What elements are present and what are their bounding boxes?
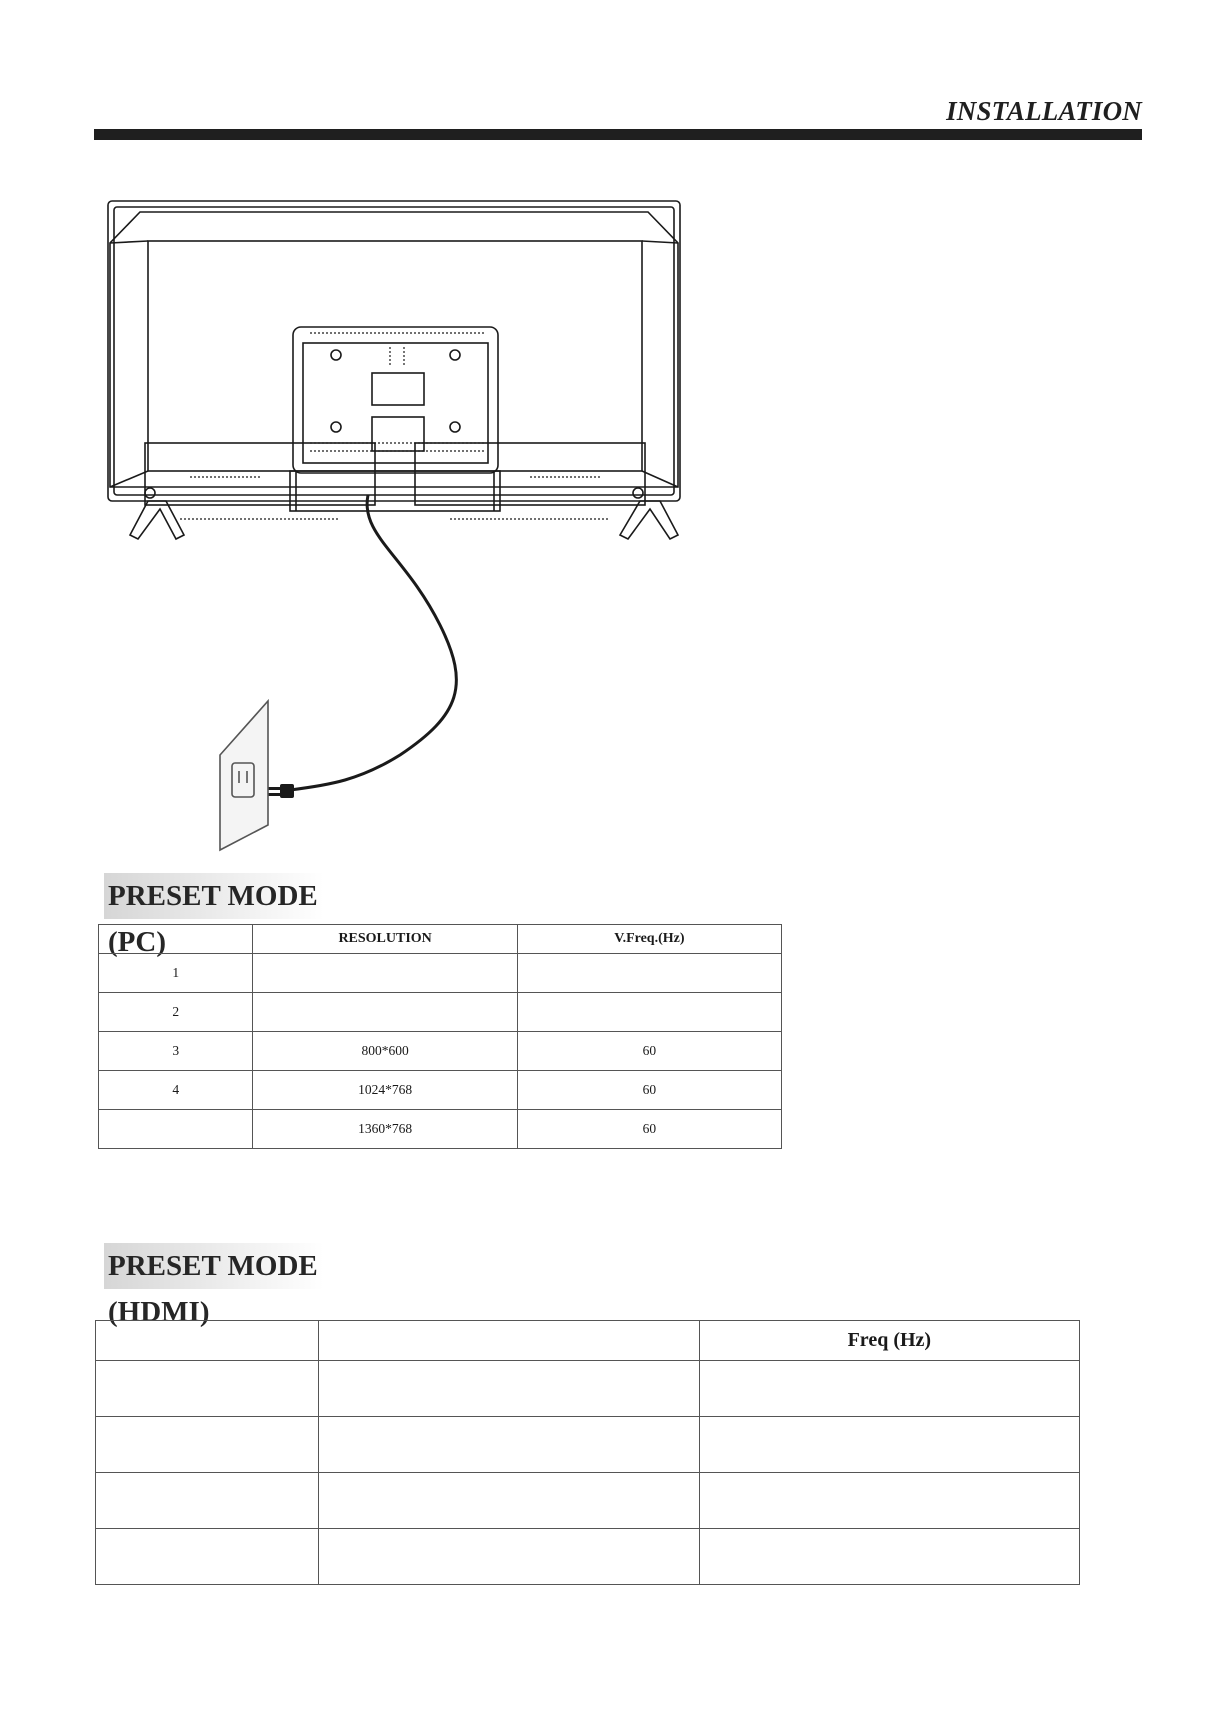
pc-resolution-cell: 1360*768: [253, 1110, 517, 1149]
hdmi-cell: [699, 1473, 1079, 1529]
table-row: [99, 954, 782, 993]
pc-col-index-header: [99, 925, 253, 954]
table-row: [96, 1361, 1080, 1417]
pc-index-cell: 2: [99, 993, 253, 1032]
hdmi-cell: [318, 1529, 699, 1585]
hdmi-cell: [318, 1361, 699, 1417]
header-rule: [94, 129, 1142, 140]
pc-section-title: PRESET MODE (PC): [104, 873, 328, 919]
pc-col-vfreq-header: V.Freq.(Hz): [517, 925, 781, 954]
pc-preset-table: [98, 924, 782, 1149]
hdmi-cell: [699, 1361, 1079, 1417]
hdmi-cell: [96, 1417, 319, 1473]
hdmi-cell: [318, 1417, 699, 1473]
tv-rear-icon: [108, 201, 680, 539]
hdmi-preset-table: [95, 1320, 1080, 1585]
hdmi-cell: [96, 1361, 319, 1417]
pc-vfreq-cell: [517, 993, 781, 1032]
page-title: INSTALLATION: [946, 96, 1142, 126]
plug-icon: [265, 784, 294, 798]
pc-index-cell: [99, 1110, 253, 1149]
hdmi-cell: [699, 1529, 1079, 1585]
table-row: [99, 993, 782, 1032]
hdmi-cell: [96, 1529, 319, 1585]
pc-index-cell: 4: [99, 1071, 253, 1110]
pc-resolution-cell: [253, 954, 517, 993]
installation-diagram: [100, 195, 700, 865]
hdmi-section-title: PRESET MODE (HDMI): [104, 1243, 323, 1289]
hdmi-cell: [318, 1473, 699, 1529]
table-header-row: [99, 925, 782, 954]
table-row: [96, 1529, 1080, 1585]
table-row: [99, 1110, 782, 1149]
pc-resolution-cell: 800*600: [253, 1032, 517, 1071]
pc-col-resolution-header: RESOLUTION: [253, 925, 517, 954]
power-cord-icon: [290, 495, 456, 790]
pc-resolution-cell: [253, 993, 517, 1032]
tv-vents-icon: [180, 333, 610, 519]
hdmi-col-freq-header: Freq (Hz): [699, 1321, 1079, 1361]
wall-outlet-icon: [220, 701, 268, 850]
pc-resolution-cell: 1024*768: [253, 1071, 517, 1110]
hdmi-cell: [96, 1473, 319, 1529]
pc-vfreq-cell: [517, 954, 781, 993]
table-row: [99, 1071, 782, 1110]
hdmi-col-1-header: [96, 1321, 319, 1361]
pc-vfreq-cell: 60: [517, 1110, 781, 1149]
hdmi-col-2-header: [318, 1321, 699, 1361]
table-row: [96, 1417, 1080, 1473]
pc-vfreq-cell: 60: [517, 1071, 781, 1110]
pc-index-cell: 3: [99, 1032, 253, 1071]
table-row: [99, 1032, 782, 1071]
pc-index-cell: 1: [99, 954, 253, 993]
pc-vfreq-cell: 60: [517, 1032, 781, 1071]
hdmi-cell: [699, 1417, 1079, 1473]
table-header-row: [96, 1321, 1080, 1361]
table-row: [96, 1473, 1080, 1529]
